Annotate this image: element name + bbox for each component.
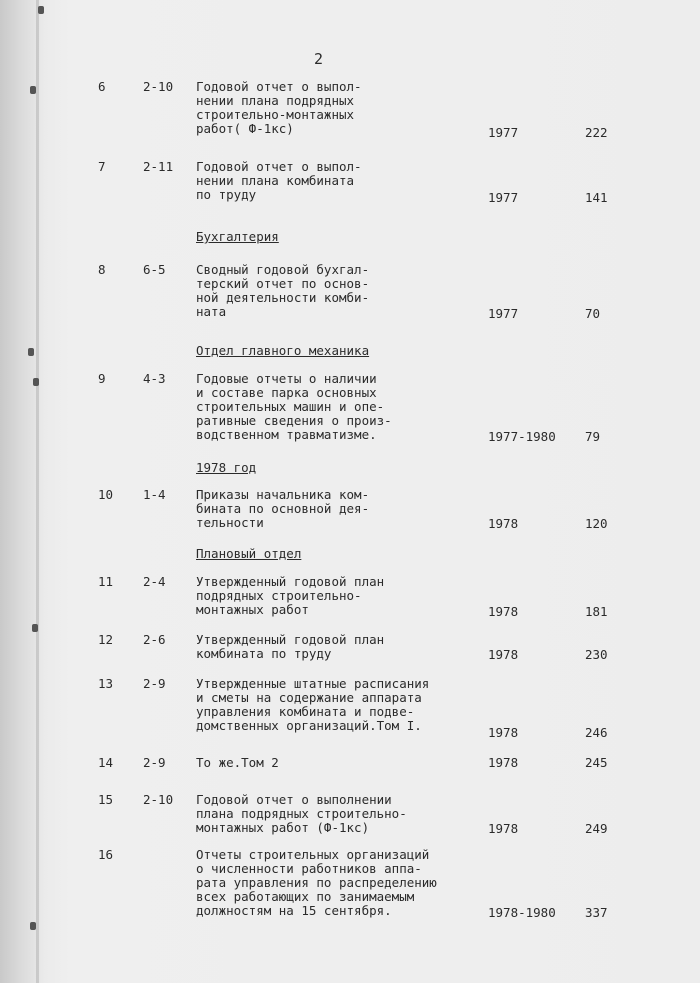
item-index: 2-10	[143, 79, 174, 94]
item-year: 1978	[488, 755, 519, 770]
item-title: То же.Том 2	[196, 755, 279, 770]
item-number: 15	[98, 792, 114, 807]
item-number: 14	[98, 755, 114, 770]
section-heading: Отдел главного механика	[196, 343, 370, 358]
item-number: 6	[98, 79, 106, 94]
item-number: 7	[98, 159, 106, 174]
item-pages: 230	[585, 647, 608, 662]
item-number: 10	[98, 487, 114, 502]
item-index: 2-4	[143, 574, 166, 589]
item-title: Годовой отчет о выполнении плана подрядных строительно- монтажных работ (Ф-1кс)	[196, 792, 407, 835]
hole-mark	[33, 378, 39, 386]
item-title: Утвержденные штатные расписания и сметы на содержание аппарата управления комбината и подве- домственных организаций.Том I.	[196, 676, 430, 733]
item-number: 13	[98, 676, 114, 691]
item-index: 2-6	[143, 632, 166, 647]
item-pages: 70	[585, 306, 601, 321]
hole-mark	[38, 6, 44, 14]
item-pages: 249	[585, 821, 608, 836]
item-index: 2-11	[143, 159, 174, 174]
item-year: 1977	[488, 125, 519, 140]
item-index: 2-9	[143, 755, 166, 770]
hole-mark	[28, 348, 34, 356]
item-title: Утвержденный годовой план комбината по труду	[196, 632, 385, 661]
hole-mark	[30, 86, 36, 94]
item-year: 1978-1980	[488, 905, 556, 920]
item-pages: 245	[585, 755, 608, 770]
item-pages: 181	[585, 604, 608, 619]
item-title: Сводный годовой бухгал- терский отчет по основ- ной деятельности комби- ната	[196, 262, 370, 319]
item-number: 16	[98, 847, 114, 862]
item-title: Утвержденный годовой план подрядных строительно- монтажных работ	[196, 574, 385, 617]
item-number: 8	[98, 262, 106, 277]
item-pages: 141	[585, 190, 608, 205]
item-index: 2-10	[143, 792, 174, 807]
section-heading: Плановый отдел	[196, 546, 302, 561]
item-pages: 120	[585, 516, 608, 531]
page-number: 2	[314, 50, 324, 68]
item-title: Отчеты строительных организаций о численности работников аппа- рата управления по распределению всех работающих по занимаемым должностям на 15 сентября.	[196, 847, 437, 918]
item-year: 1978	[488, 604, 519, 619]
item-year: 1978	[488, 647, 519, 662]
item-number: 9	[98, 371, 106, 386]
item-year: 1978	[488, 821, 519, 836]
item-year: 1978	[488, 516, 519, 531]
item-title: Годовой отчет о выпол- нении плана подрядных строительно-монтажных работ( Ф-1кс)	[196, 79, 362, 136]
item-year: 1977-1980	[488, 429, 556, 444]
item-title: Годовые отчеты о наличии и составе парка основных строительных машин и опе- ративные сведения о произ- водственном травматизме.	[196, 371, 392, 442]
item-index: 1-4	[143, 487, 166, 502]
item-number: 11	[98, 574, 114, 589]
hole-mark	[32, 624, 38, 632]
item-title: Приказы начальника ком- бината по основной дея- тельности	[196, 487, 370, 530]
item-pages: 337	[585, 905, 608, 920]
item-year: 1977	[488, 190, 519, 205]
section-heading: Бухгалтерия	[196, 229, 279, 244]
item-year: 1978	[488, 725, 519, 740]
item-number: 12	[98, 632, 114, 647]
hole-mark	[30, 922, 36, 930]
item-title: Годовой отчет о выпол- нении плана комбината по труду	[196, 159, 362, 202]
item-index: 4-3	[143, 371, 166, 386]
item-pages: 246	[585, 725, 608, 740]
item-pages: 79	[585, 429, 601, 444]
item-year: 1977	[488, 306, 519, 321]
page-fold-shadow	[36, 0, 39, 983]
section-heading: 1978 год	[196, 460, 257, 475]
item-pages: 222	[585, 125, 608, 140]
item-index: 2-9	[143, 676, 166, 691]
item-index: 6-5	[143, 262, 166, 277]
